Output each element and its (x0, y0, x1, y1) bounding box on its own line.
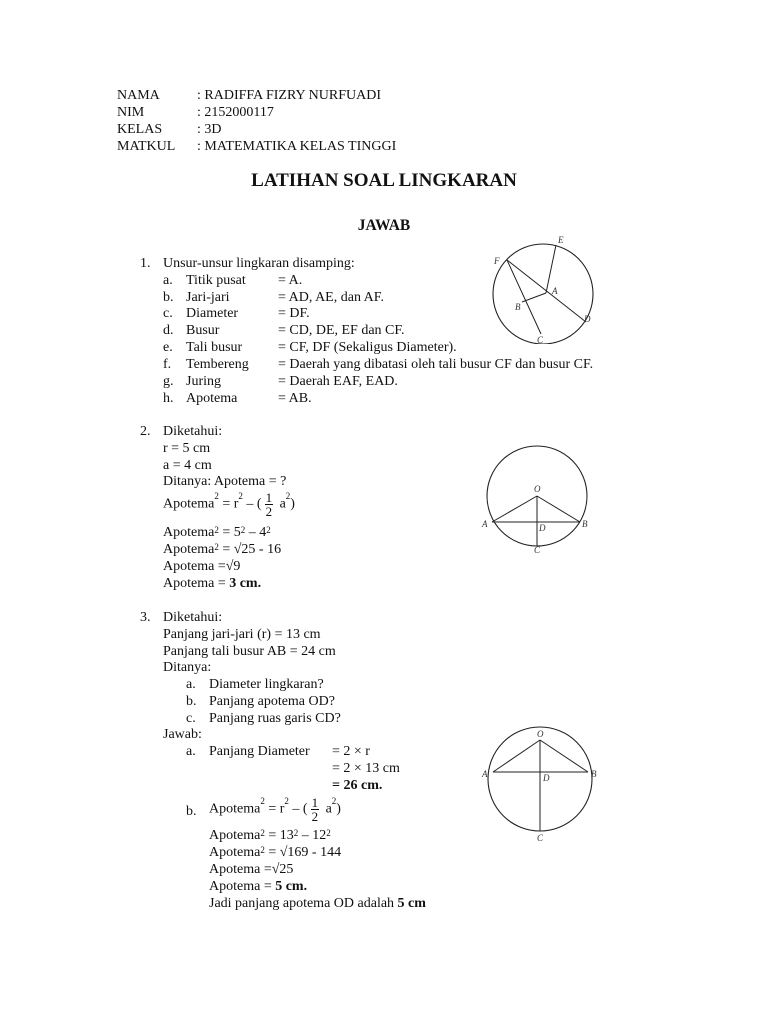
label-b: B (515, 302, 521, 312)
q3-a-eq2: = 2 × 13 cm (332, 761, 400, 776)
q1-item-letter: c. (163, 306, 173, 321)
course-label: MATKUL (117, 139, 176, 154)
label-b: B (582, 519, 588, 529)
q1-item-def: = CD, DE, EF dan CF. (278, 323, 405, 338)
q3-b-step-2: Apotema$^2$ = $13^2 - 12^2$ (209, 828, 331, 843)
label-a: A (552, 286, 558, 296)
label-c: C (537, 335, 544, 344)
q1-intro: Unsur-unsur lingkaran disamping: (163, 256, 355, 271)
q3-chord: Panjang tali busur AB = 24 cm (163, 644, 336, 659)
q2-radius: r = 5 cm (163, 441, 211, 456)
q1-item-letter: h. (163, 391, 174, 406)
q2-formula: Apotema$^2$ = $r^2$ – ( $\frac{1}{2}$ $a^2$) (163, 490, 295, 519)
q3-known-label: Diketahui: (163, 610, 223, 625)
label-b: B (591, 769, 597, 779)
q1-item-def: = Daerah yang dibatasi oleh tali busur CF dan busur CF. (278, 357, 594, 372)
q1-item-term: Diameter (186, 306, 239, 321)
course-value: : MATEMATIKA KELAS TINGGI (197, 139, 397, 154)
label-f: F (494, 256, 500, 266)
label-d: D (584, 314, 591, 324)
q2-step-2: Apotema$^2$ = $5^2 - 4^2$ (163, 525, 271, 540)
q3-ask-text: Panjang ruas garis CD? (209, 711, 341, 726)
class-label: KELAS (117, 122, 163, 137)
q1-item-def: = AB. (278, 391, 312, 406)
q1-item-letter: d. (163, 323, 174, 338)
label-d: D (543, 773, 550, 783)
label-c: C (534, 545, 541, 555)
q1-item-def: = Daerah EAF, EAD. (278, 374, 398, 389)
q3-ask-letter: c. (186, 711, 196, 726)
q3-b-letter: b. (186, 804, 197, 819)
apothem-diagram-2 (476, 724, 602, 844)
name-value: : RADIFFA FIZRY NURFUADI (197, 88, 381, 103)
fraction-half: $\frac{1}{2}$ (311, 795, 319, 824)
q3-a-eq1: = 2 × r (332, 744, 370, 759)
q1-item-term: Busur (186, 323, 220, 338)
q1-item-letter: g. (163, 374, 174, 389)
page-title: LATIHAN SOAL LINGKARAN (251, 170, 517, 191)
radius-ob (537, 496, 580, 522)
q1-item-term: Juring (186, 374, 221, 389)
q1-item-term: Tembereng (186, 357, 249, 372)
label-o: O (534, 484, 541, 494)
q2-result: Apotema = 3 cm. (163, 576, 262, 591)
class-value: : 3D (197, 122, 222, 137)
q3-b-result: Apotema = 5 cm. (209, 879, 308, 894)
q1-item-def: = DF. (278, 306, 310, 321)
q1-item-letter: f. (163, 357, 172, 372)
q1-number: 1. (140, 256, 151, 271)
q3-b-step-4: Apotema =√25 (209, 862, 294, 877)
page-subtitle: JAWAB (357, 217, 411, 234)
nim-value: : 2152000117 (197, 105, 274, 120)
q1-item-def: = A. (278, 273, 303, 288)
label-e: E (558, 235, 564, 245)
nim-label: NIM (117, 105, 145, 120)
radius-oa (493, 740, 540, 772)
q2-asked: Ditanya: Apotema = ? (163, 474, 287, 489)
q2-step-3: Apotema$^2$ = √25 - 16 (163, 542, 282, 557)
q3-asked-label: Ditanya: (163, 660, 212, 675)
q3-a-label: Panjang Diameter (209, 744, 310, 759)
q1-item-term: Apotema (186, 391, 238, 406)
radius-oa (492, 496, 537, 522)
q3-ask-text: Diameter lingkaran? (209, 677, 324, 692)
q3-radius: Panjang jari-jari (r) = 13 cm (163, 627, 321, 642)
label-d: D (539, 523, 546, 533)
q2-known-label: Diketahui: (163, 424, 223, 439)
q1-item-term: Titik pusat (186, 273, 246, 288)
q3-a-letter: a. (186, 744, 196, 759)
label-c: C (537, 833, 544, 843)
q3-ask-letter: b. (186, 694, 197, 709)
q3-answer-label: Jawab: (163, 727, 202, 742)
q3-ask-letter: a. (186, 677, 196, 692)
fraction-half: $\frac{1}{2}$ (265, 490, 273, 519)
q3-b-formula: Apotema$^2$ = $r^2$ – ( $\frac{1}{2}$ $a^2$) (209, 795, 341, 824)
label-a: A (482, 769, 488, 779)
q1-item-term: Tali busur (186, 340, 243, 355)
radius-ob (540, 740, 588, 772)
apothem-diagram (476, 442, 598, 558)
q3-ask-text: Panjang apotema OD? (209, 694, 335, 709)
q2-number: 2. (140, 424, 151, 439)
q1-item-letter: b. (163, 290, 174, 305)
q3-a-eq3: = 26 cm. (332, 778, 383, 793)
q3-b-conclusion: Jadi panjang apotema OD adalah 5 cm (209, 896, 426, 911)
label-o: O (537, 729, 544, 739)
q1-item-def: = AD, AE, dan AF. (278, 290, 384, 305)
q3-b-step-3: Apotema$^2$ = √169 - 144 (209, 845, 342, 860)
label-a: A (482, 519, 488, 529)
q1-item-term: Jari-jari (186, 290, 230, 305)
q2-step-4: Apotema =√9 (163, 559, 241, 574)
q1-item-def: = CF, DF (Sekaligus Diameter). (278, 340, 457, 355)
apothem-ab (522, 293, 546, 302)
name-label: NAMA (117, 88, 160, 103)
q1-item-letter: e. (163, 340, 173, 355)
q2-chord: a = 4 cm (163, 458, 212, 473)
q3-number: 3. (140, 610, 151, 625)
circle-elements-diagram (488, 232, 608, 344)
q1-item-letter: a. (163, 273, 173, 288)
